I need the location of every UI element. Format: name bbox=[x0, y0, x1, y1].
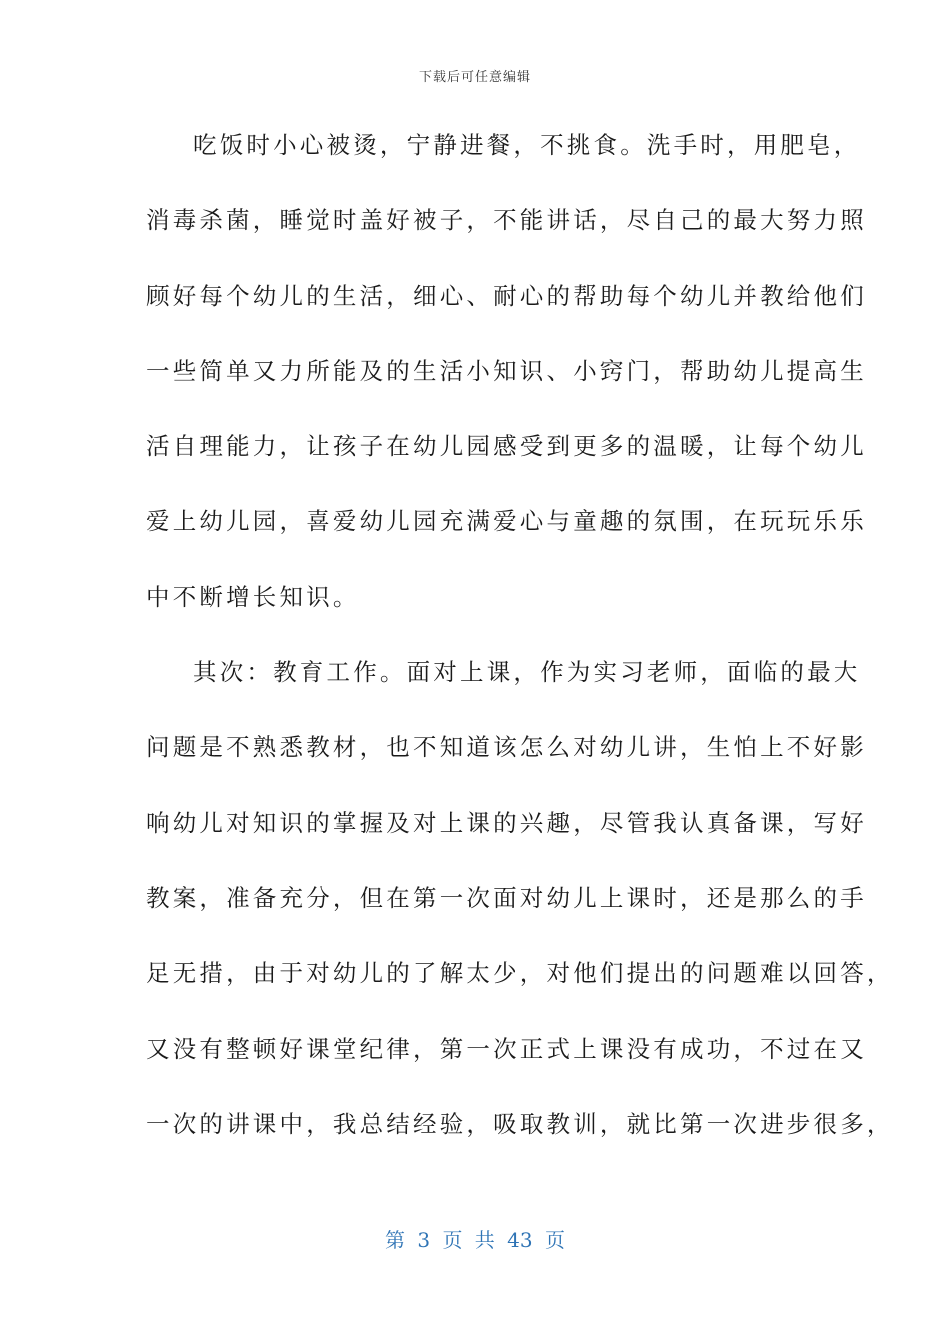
text-line: 一次的讲课中，我总结经验，吸取教训，就比第一次进步很多， bbox=[146, 1109, 894, 1138]
text-line: 其次：教育工作。面对上课，作为实习老师，面临的最大 bbox=[193, 658, 861, 687]
header-note: 下载后可任意编辑 bbox=[418, 70, 531, 85]
text-line: 吃饭时小心被烫，宁静进餐，不挑食。洗手时，用肥皂， bbox=[193, 131, 861, 159]
text-line: 中不断增长知识。 bbox=[146, 582, 360, 611]
text-line: 问题是不熟悉教材，也不知道该怎么对幼儿讲，生怕上不好影 bbox=[146, 733, 867, 762]
text-line: 顾好每个幼儿的生活，细心、耐心的帮助每个幼儿并教给他们 bbox=[146, 281, 867, 310]
text-line: 一些简单又力所能及的生活小知识、小窍门，帮助幼儿提高生 bbox=[146, 356, 867, 385]
text-line: 响幼儿对知识的掌握及对上课的兴趣，尽管我认真备课，写好 bbox=[146, 808, 867, 837]
text-line: 足无措，由于对幼儿的了解太少，对他们提出的问题难以回答， bbox=[146, 959, 894, 988]
text-line: 教案，准备充分，但在第一次面对幼儿上课时，还是那么的手 bbox=[146, 883, 867, 912]
text-line: 爱上幼儿园，喜爱幼儿园充满爱心与童趣的氛围，在玩玩乐乐 bbox=[146, 507, 867, 536]
text-line: 消毒杀菌，睡觉时盖好被子，不能讲话，尽自己的最大努力照 bbox=[146, 206, 867, 235]
document-body bbox=[146, 124, 894, 1178]
text-line: 活自理能力，让孩子在幼儿园感受到更多的温暖，让每个幼儿 bbox=[146, 432, 867, 461]
page-number: 第 3 页 共 43 页 bbox=[385, 1228, 565, 1252]
text-line: 又没有整顿好课堂纪律，第一次正式上课没有成功，不过在又 bbox=[146, 1034, 867, 1063]
